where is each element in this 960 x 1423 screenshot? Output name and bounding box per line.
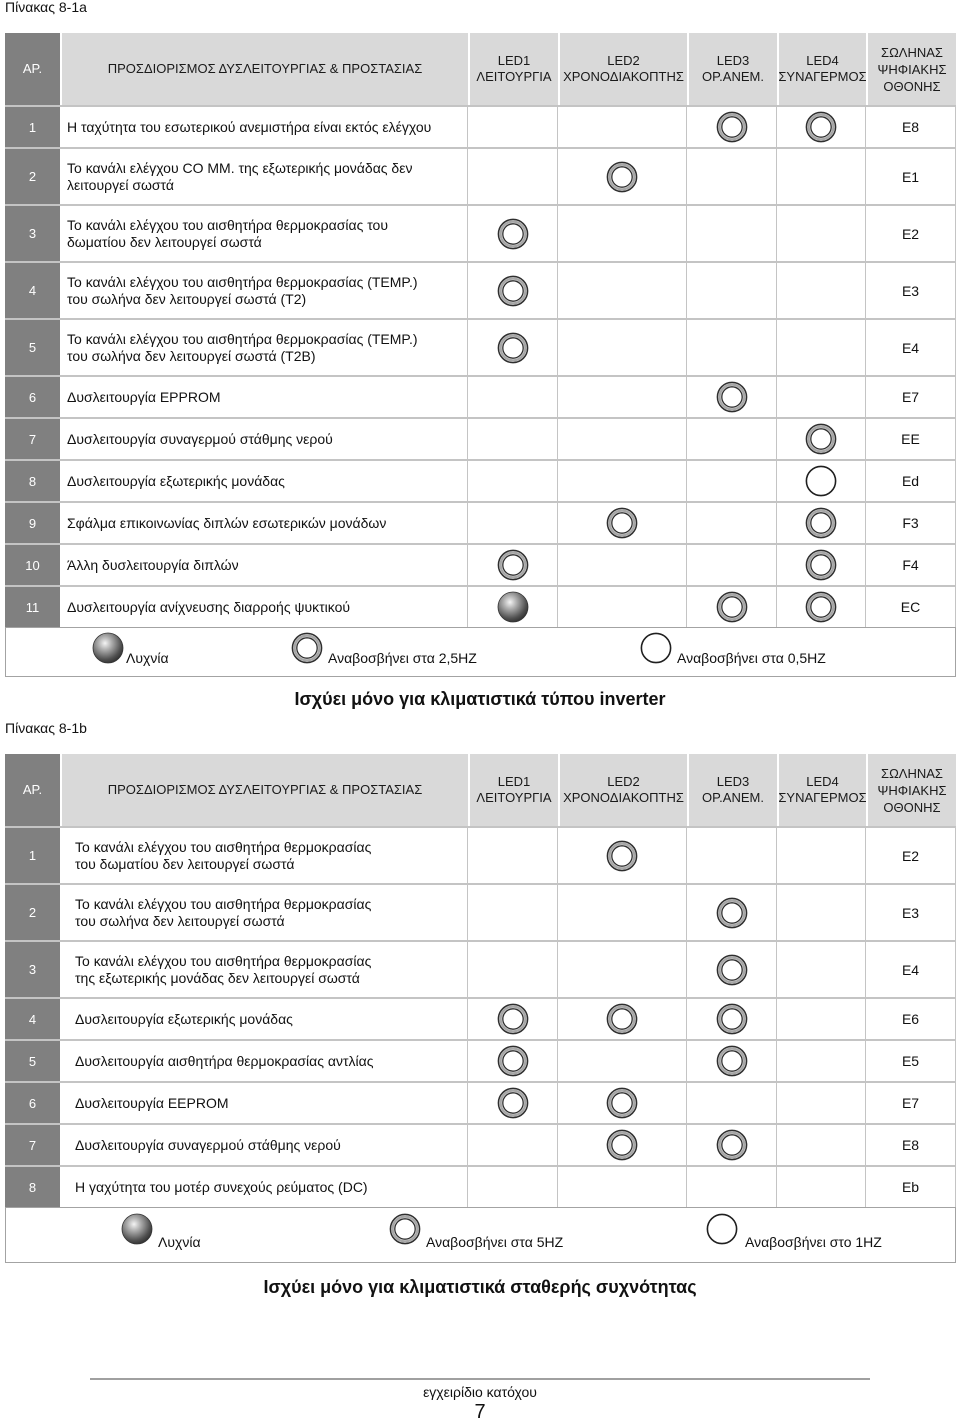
blink-fast-icon <box>805 591 837 623</box>
header-led4 <box>777 33 866 105</box>
led3-cell <box>687 419 777 459</box>
legend-label: Λυχνία <box>126 650 169 666</box>
blink-fast-icon <box>805 549 837 581</box>
table-row <box>5 1081 956 1123</box>
led3-cell <box>687 1167 777 1207</box>
fault-description: Το κανάλι ελέγχου του αισθητήρα θερμοκρασίας (TEMP.) του σωλήνα δεν λειτουργεί σωστά (T2) <box>60 263 468 318</box>
error-code: E7 <box>866 1083 956 1123</box>
led-id: LED4 <box>806 774 839 789</box>
led3-cell <box>687 828 777 883</box>
led1-cell <box>468 107 558 147</box>
table-header <box>5 33 956 105</box>
fault-description: Το κανάλι ελέγχου CO MM. της εξωτερικής μονάδας δεν λειτουργεί σωστά <box>60 149 468 204</box>
led2-cell <box>558 461 687 501</box>
fault-description: Δυσλειτουργία συναγερμού στάθμης νερού <box>60 419 468 459</box>
header-description: ΠΡΟΣΔΙΟΡΙΣΜΟΣ ΔΥΣΛΕΙΤΟΥΡΓΙΑΣ & ΠΡΟΣΤΑΣΙΑΣ <box>60 754 468 826</box>
led3-cell <box>687 377 777 417</box>
led3-cell <box>687 107 777 147</box>
led3-cell <box>687 999 777 1039</box>
led4-cell <box>777 107 866 147</box>
led4-cell <box>777 1083 866 1123</box>
fault-table-inverter <box>5 33 956 677</box>
row-number: 9 <box>5 503 60 543</box>
error-code: EC <box>866 587 956 627</box>
led4-cell <box>777 263 866 318</box>
led3-cell <box>687 942 777 997</box>
fault-description: Η γαχύτητα του μοτέρ συνεχούς ρεύματος (DC) <box>60 1167 468 1207</box>
row-number: 7 <box>5 1125 60 1165</box>
header-display-code: ΣΩΛΗΝΑΣ ΨΗΦΙΑΚΗΣ ΟΘΟΝΗΣ <box>866 33 956 105</box>
led4-cell <box>777 377 866 417</box>
blink-fast-icon <box>389 1213 421 1245</box>
row-number: 6 <box>5 1083 60 1123</box>
led1-cell <box>468 1083 558 1123</box>
error-code: E5 <box>866 1041 956 1081</box>
table-row <box>5 940 956 997</box>
table-row <box>5 585 956 627</box>
led1-cell <box>468 206 558 261</box>
blink-fast-icon <box>291 632 323 664</box>
table-row <box>5 883 956 940</box>
fault-description: Δυσλειτουργία εξωτερικής μονάδας <box>60 461 468 501</box>
led3-cell <box>687 461 777 501</box>
error-code: E3 <box>866 263 956 318</box>
fault-description: Δυσλειτουργία εξωτερικής μονάδας <box>60 999 468 1039</box>
header-number: ΑΡ. <box>5 754 60 826</box>
blink-fast-icon <box>606 507 638 539</box>
led1-cell <box>468 587 558 627</box>
led3-cell <box>687 1041 777 1081</box>
led1-cell <box>468 1125 558 1165</box>
error-code: E8 <box>866 107 956 147</box>
lamp-on-icon <box>92 632 124 664</box>
led4-cell <box>777 545 866 585</box>
header-led4 <box>777 754 866 826</box>
led1-cell <box>468 503 558 543</box>
row-number: 2 <box>5 149 60 204</box>
led1-cell <box>468 149 558 204</box>
led3-cell <box>687 263 777 318</box>
fault-description: Δυσλειτουργία ανίχνευσης διαρροής ψυκτικού <box>60 587 468 627</box>
led-name: ΛΕΙΤΟΥΡΓΙΑ <box>476 790 552 805</box>
blink-slow-icon <box>805 465 837 497</box>
led4-cell <box>777 320 866 375</box>
legend-label: Λυχνία <box>158 1234 201 1250</box>
blink-fast-icon <box>716 1129 748 1161</box>
footer-divider <box>90 1378 870 1380</box>
error-code: E4 <box>866 320 956 375</box>
blink-fast-icon <box>716 897 748 929</box>
led4-cell <box>777 461 866 501</box>
table-row <box>5 261 956 318</box>
table-row <box>5 459 956 501</box>
led4-cell <box>777 503 866 543</box>
led4-cell <box>777 206 866 261</box>
led-id: LED3 <box>716 774 750 789</box>
led-name: ΧΡΟΝΟΔΙΑΚΟΠΤΗΣ <box>563 790 684 805</box>
fault-description: Δυσλειτουργία EEPROM <box>60 1083 468 1123</box>
led1-cell <box>468 999 558 1039</box>
led4-cell <box>777 1041 866 1081</box>
error-code: Ed <box>866 461 956 501</box>
led3-cell <box>687 503 777 543</box>
blink-fast-icon <box>606 161 638 193</box>
fault-table-fixed-speed <box>5 754 956 1263</box>
legend-label: Αναβοσβήνει στο 1HZ <box>745 1234 882 1250</box>
row-number: 8 <box>5 461 60 501</box>
blink-fast-icon <box>606 1087 638 1119</box>
row-number: 1 <box>5 828 60 883</box>
blink-fast-icon <box>497 275 529 307</box>
legend-label: Αναβοσβήνει στα 5HZ <box>426 1234 564 1250</box>
led4-cell <box>777 885 866 940</box>
table-row <box>5 997 956 1039</box>
error-code: F4 <box>866 545 956 585</box>
lamp-on-icon <box>497 591 529 623</box>
led3-cell <box>687 1083 777 1123</box>
header-number: ΑΡ. <box>5 33 60 105</box>
table-row <box>5 1165 956 1207</box>
blink-fast-icon <box>716 591 748 623</box>
led2-cell <box>558 263 687 318</box>
led4-cell <box>777 1167 866 1207</box>
led1-cell <box>468 461 558 501</box>
row-number: 11 <box>5 587 60 627</box>
led2-cell <box>558 107 687 147</box>
led-name: ΟΡ.ΑΝΕΜ. <box>702 69 764 84</box>
led-name: ΣΥΝΑΓΕΡΜΟΣ <box>778 69 867 84</box>
footer-label: εγχειρίδιο κατόχου <box>423 1384 537 1400</box>
fault-description: Το κανάλι ελέγχου του αισθητήρα θερμοκρασίας του δωματίου δεν λειτουργεί σωστά <box>60 828 468 883</box>
table-row <box>5 375 956 417</box>
led1-cell <box>468 320 558 375</box>
fault-description: Το κανάλι ελέγχου του αισθητήρα θερμοκρασίας (TEMP.) του σωλήνα δεν λειτουργεί σωστά (T2B) <box>60 320 468 375</box>
blink-fast-icon <box>716 954 748 986</box>
led3-cell <box>687 587 777 627</box>
applicability-note: Ισχύει μόνο για κλιματιστικά τύπου inverter <box>294 689 666 709</box>
led-name: ΣΥΝΑΓΕΡΜΟΣ <box>778 790 867 805</box>
table-row <box>5 543 956 585</box>
led3-cell <box>687 885 777 940</box>
legend-item <box>291 632 477 664</box>
table-caption: Πίνακας 8-1a <box>5 0 87 15</box>
error-code: E8 <box>866 1125 956 1165</box>
row-number: 5 <box>5 320 60 375</box>
row-number: 7 <box>5 419 60 459</box>
led2-cell <box>558 885 687 940</box>
table-row <box>5 204 956 261</box>
fault-description: Δυσλειτουργία συναγερμού στάθμης νερού <box>60 1125 468 1165</box>
led2-cell <box>558 1125 687 1165</box>
applicability-note: Ισχύει μόνο για κλιματιστικά σταθερής συχνότητας <box>263 1277 697 1297</box>
table-row <box>5 147 956 204</box>
error-code: E2 <box>866 206 956 261</box>
table-row <box>5 417 956 459</box>
led1-cell <box>468 942 558 997</box>
led2-cell <box>558 1083 687 1123</box>
table-row <box>5 501 956 543</box>
led1-cell <box>468 1041 558 1081</box>
error-code: E6 <box>866 999 956 1039</box>
error-code: E7 <box>866 377 956 417</box>
fault-description: Το κανάλι ελέγχου του αισθητήρα θερμοκρασίας του δωματίου δεν λειτουργεί σωστά <box>60 206 468 261</box>
table-row <box>5 105 956 147</box>
fault-description: Δυσλειτουργία EPPROM <box>60 377 468 417</box>
table-row <box>5 826 956 883</box>
led4-cell <box>777 1125 866 1165</box>
row-number: 4 <box>5 999 60 1039</box>
led4-cell <box>777 828 866 883</box>
error-code: E3 <box>866 885 956 940</box>
error-code: F3 <box>866 503 956 543</box>
fault-description: Σφάλμα επικοινωνίας διπλών εσωτερικών μονάδων <box>60 503 468 543</box>
led2-cell <box>558 377 687 417</box>
led3-cell <box>687 1125 777 1165</box>
blink-fast-icon <box>497 332 529 364</box>
header-led3 <box>687 754 777 826</box>
legend <box>5 1207 956 1263</box>
table-caption: Πίνακας 8-1b <box>5 720 87 736</box>
led4-cell <box>777 999 866 1039</box>
lamp-on-icon <box>121 1213 153 1245</box>
led3-cell <box>687 206 777 261</box>
header-led3 <box>687 33 777 105</box>
led2-cell <box>558 320 687 375</box>
legend-label: Αναβοσβήνει στα 0,5HZ <box>677 650 826 666</box>
blink-fast-icon <box>805 507 837 539</box>
led4-cell <box>777 587 866 627</box>
led1-cell <box>468 419 558 459</box>
table-row <box>5 1039 956 1081</box>
header-led2 <box>558 33 687 105</box>
row-number: 3 <box>5 942 60 997</box>
fault-description: Δυσλειτουργία αισθητήρα θερμοκρασίας αντλίας <box>60 1041 468 1081</box>
led2-cell <box>558 419 687 459</box>
led2-cell <box>558 1167 687 1207</box>
header-led1 <box>468 33 558 105</box>
legend-item <box>92 632 169 664</box>
legend-item <box>121 1213 201 1250</box>
led2-cell <box>558 545 687 585</box>
led-name: ΟΡ.ΑΝΕΜ. <box>702 790 764 805</box>
led2-cell <box>558 587 687 627</box>
blink-fast-icon <box>716 381 748 413</box>
led3-cell <box>687 545 777 585</box>
led2-cell <box>558 503 687 543</box>
fault-description: Το κανάλι ελέγχου του αισθητήρα θερμοκρασίας της εξωτερικής μονάδας δεν λειτουργεί σωστά <box>60 942 468 997</box>
row-number: 6 <box>5 377 60 417</box>
row-number: 2 <box>5 885 60 940</box>
led-id: LED2 <box>607 774 640 789</box>
blink-slow-icon <box>640 632 672 664</box>
blink-fast-icon <box>497 1045 529 1077</box>
led4-cell <box>777 149 866 204</box>
row-number: 10 <box>5 545 60 585</box>
led-id: LED4 <box>806 53 839 68</box>
led-id: LED1 <box>497 53 531 68</box>
led-name: ΧΡΟΝΟΔΙΑΚΟΠΤΗΣ <box>563 69 684 84</box>
legend-item <box>706 1213 882 1250</box>
led-id: LED2 <box>607 53 640 68</box>
led2-cell <box>558 1041 687 1081</box>
led4-cell <box>777 419 866 459</box>
led3-cell <box>687 320 777 375</box>
row-number: 1 <box>5 107 60 147</box>
legend <box>5 627 956 677</box>
blink-fast-icon <box>497 1003 529 1035</box>
fault-description: Η ταχύτητα του εσωτερικού ανεμιστήρα είναι εκτός ελέγχου <box>60 107 468 147</box>
led1-cell <box>468 885 558 940</box>
table-header <box>5 754 956 826</box>
led-id: LED3 <box>716 53 750 68</box>
header-led1 <box>468 754 558 826</box>
legend-label: Αναβοσβήνει στα 2,5HZ <box>328 650 477 666</box>
led2-cell <box>558 999 687 1039</box>
blink-fast-icon <box>805 423 837 455</box>
row-number: 5 <box>5 1041 60 1081</box>
error-code: EE <box>866 419 956 459</box>
error-code: E4 <box>866 942 956 997</box>
blink-fast-icon <box>497 549 529 581</box>
table-row <box>5 1123 956 1165</box>
led2-cell <box>558 942 687 997</box>
led-id: LED1 <box>497 774 531 789</box>
blink-fast-icon <box>805 111 837 143</box>
row-number: 3 <box>5 206 60 261</box>
blink-fast-icon <box>716 111 748 143</box>
blink-fast-icon <box>716 1045 748 1077</box>
led1-cell <box>468 545 558 585</box>
page-number: 7 <box>474 1401 486 1423</box>
led-name: ΛΕΙΤΟΥΡΓΙΑ <box>476 69 552 84</box>
led1-cell <box>468 1167 558 1207</box>
led2-cell <box>558 149 687 204</box>
blink-fast-icon <box>606 840 638 872</box>
led1-cell <box>468 263 558 318</box>
blink-fast-icon <box>716 1003 748 1035</box>
error-code: Eb <box>866 1167 956 1207</box>
header-led2 <box>558 754 687 826</box>
led2-cell <box>558 828 687 883</box>
fault-description: Άλλη δυσλειτουργία διπλών <box>60 545 468 585</box>
legend-item <box>640 632 826 664</box>
fault-description: Το κανάλι ελέγχου του αισθητήρα θερμοκρασίας του σωλήνα δεν λειτουργεί σωστά <box>60 885 468 940</box>
led1-cell <box>468 828 558 883</box>
blink-fast-icon <box>606 1129 638 1161</box>
table-row <box>5 318 956 375</box>
blink-fast-icon <box>497 1087 529 1119</box>
led2-cell <box>558 206 687 261</box>
led3-cell <box>687 149 777 204</box>
blink-fast-icon <box>606 1003 638 1035</box>
legend-item <box>389 1213 564 1250</box>
header-description: ΠΡΟΣΔΙΟΡΙΣΜΟΣ ΔΥΣΛΕΙΤΟΥΡΓΙΑΣ & ΠΡΟΣΤΑΣΙΑΣ <box>60 33 468 105</box>
blink-slow-icon <box>706 1213 738 1245</box>
led4-cell <box>777 942 866 997</box>
row-number: 4 <box>5 263 60 318</box>
header-display-code: ΣΩΛΗΝΑΣ ΨΗΦΙΑΚΗΣ ΟΘΟΝΗΣ <box>866 754 956 826</box>
blink-fast-icon <box>497 218 529 250</box>
error-code: E1 <box>866 149 956 204</box>
error-code: E2 <box>866 828 956 883</box>
led1-cell <box>468 377 558 417</box>
row-number: 8 <box>5 1167 60 1207</box>
